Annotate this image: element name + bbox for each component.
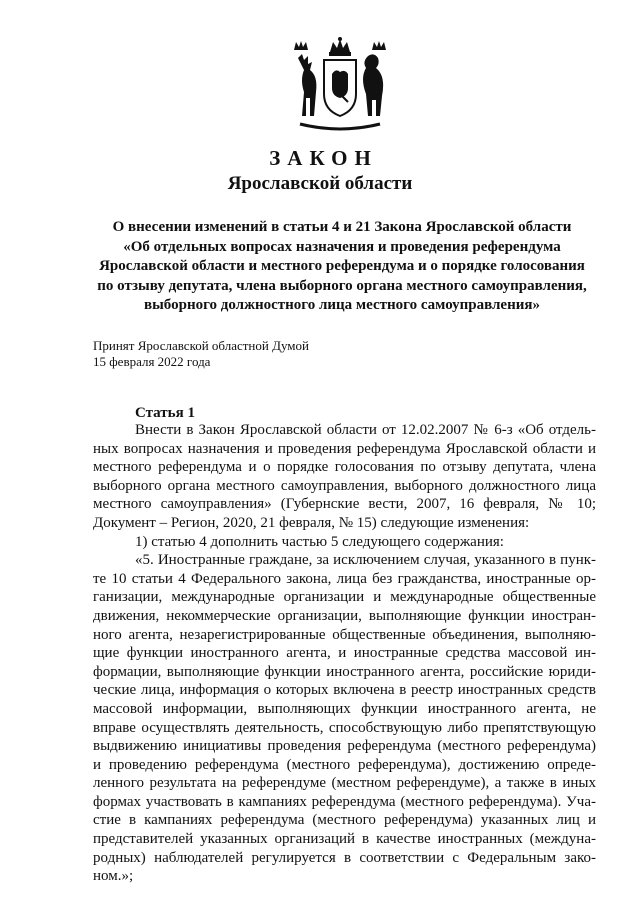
document-title: ЗАКОН bbox=[269, 146, 378, 170]
body-line: ганизации, международные организации и международные общественные bbox=[93, 589, 596, 606]
body-line: ного агента, незарегистрированные общественные объединения, выполняю- bbox=[93, 626, 596, 643]
body-line: местного референдума и о порядке голосования по отзыву депутата, члена bbox=[93, 459, 596, 476]
heading-line: выборного должностного лица местного самоуправления» bbox=[144, 297, 540, 313]
body-line: представителей указанных организаций в качестве иностранных (междуна- bbox=[93, 831, 596, 848]
heading-line: «Об отдельных вопросах назначения и проведения референдума bbox=[123, 238, 561, 255]
body-line: выборного органа местного самоуправления, выборного должностного лица bbox=[93, 477, 596, 494]
heading-line: О внесении изменений в статьи 4 и 21 Закона Ярославской области bbox=[112, 219, 572, 235]
body-line: «5. Иностранные граждане, за исключением случая, указанного в пунк- bbox=[135, 552, 596, 569]
body-line: ных вопросах назначения и проведения референдума Ярославской области и bbox=[93, 440, 596, 457]
body-line: формации, выполняющие функции иностранного агента, российские юриди- bbox=[93, 663, 596, 680]
heading-line: по отзыву депутата, члена выборного органа местного самоуправления, bbox=[97, 277, 587, 294]
adopted-by: Принят Ярославской областной Думой bbox=[93, 338, 309, 353]
heading-line: Ярославской области и местного референдума и о порядке голосования bbox=[99, 258, 585, 274]
body-line: движения, некоммерческие организации, выполняющие функции иностран- bbox=[93, 607, 596, 624]
article-body bbox=[93, 421, 596, 886]
adoption-info bbox=[93, 338, 309, 370]
body-line: массовой информации, выполняющих функции иностранного агента, не bbox=[93, 700, 596, 717]
body-line: выдвижению инициативы проведения референдума (местного референдума) bbox=[93, 738, 596, 755]
body-line: местного самоуправления» (Губернские вести, 2007, 16 февраля, № 10; bbox=[93, 496, 596, 513]
body-line: вправе осуществлять деятельность, способствующую либо препятствующую bbox=[93, 719, 596, 736]
body-line: формах участвовать в кампаниях референдума (местного референдума). Уча- bbox=[93, 793, 596, 810]
document-subtitle: Ярославской области bbox=[227, 173, 413, 194]
body-line: щие функции иностранного агента, и иностранные средства массовой ин- bbox=[93, 645, 596, 662]
article-title: Статья 1 bbox=[135, 405, 195, 421]
body-line: Внести в Закон Ярославской области от 12.02.2007 № 6-з «Об отдель- bbox=[135, 422, 596, 438]
body-line: ленного результата на референдуме (местном референдуме), а также в иных bbox=[93, 775, 596, 792]
coat-of-arms-icon bbox=[290, 36, 390, 134]
body-line: родных) наблюдателей регулируется в соответствии с Федеральным зако- bbox=[93, 849, 596, 866]
adopted-date: 15 февраля 2022 года bbox=[93, 354, 211, 369]
body-line: ческие лица, информация о которых включена в реестр иностранных средств bbox=[93, 682, 596, 699]
body-line: ном.»; bbox=[93, 868, 134, 885]
body-line: те 10 статьи 4 Федерального закона, лица без гражданства, иностранные ор- bbox=[93, 570, 596, 587]
body-line: стие в кампаниях референдума (местного референдума) указанных лиц и bbox=[93, 812, 596, 829]
body-line: Документ – Регион, 2020, 21 февраля, № 15) следующие изменения: bbox=[93, 514, 530, 531]
body-line: и проведению референдума (местного референдума), достижению опреде- bbox=[93, 756, 596, 773]
body-line: 1) статью 4 дополнить частью 5 следующего содержания: bbox=[135, 533, 504, 550]
law-heading bbox=[92, 218, 592, 316]
